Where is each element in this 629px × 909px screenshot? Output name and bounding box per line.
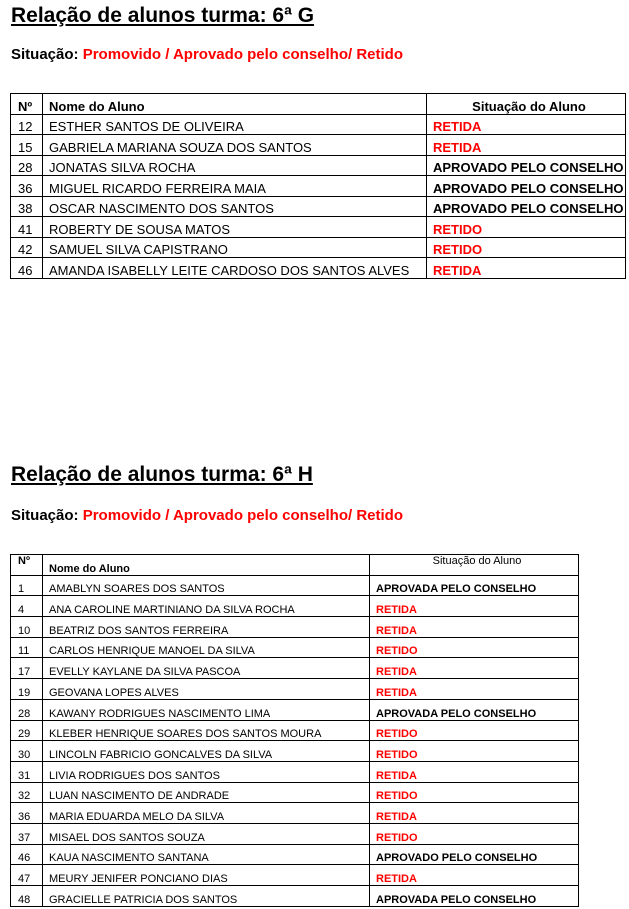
student-status: RETIDA: [427, 258, 626, 279]
student-status: RETIDO: [370, 741, 579, 762]
student-name: LIVIA RODRIGUES DOS SANTOS: [43, 761, 370, 782]
student-status: APROVADO PELO CONSELHO: [427, 155, 626, 176]
table-row: [11, 217, 626, 238]
student-number: 46: [11, 844, 43, 865]
table-row: [11, 135, 626, 156]
student-name: AMANDA ISABELLY LEITE CARDOSO DOS SANTOS ALVES: [43, 258, 427, 279]
student-status: RETIDA: [370, 865, 579, 886]
student-status: APROVADA PELO CONSELHO: [370, 699, 579, 720]
student-status: RETIDO: [370, 823, 579, 844]
table-row: [11, 237, 626, 258]
student-number: 28: [11, 699, 43, 720]
header-number: Nº: [11, 94, 43, 115]
student-name: KAWANY RODRIGUES NASCIMENTO LIMA: [43, 699, 370, 720]
table-row: [11, 155, 626, 176]
table-header-row: [11, 555, 579, 576]
student-status: RETIDA: [370, 761, 579, 782]
student-number: 19: [11, 679, 43, 700]
table-row: [11, 176, 626, 197]
student-name: LUAN NASCIMENTO DE ANDRADE: [43, 782, 370, 803]
student-name: ESTHER SANTOS DE OLIVEIRA: [43, 114, 427, 135]
student-name: ANA CAROLINE MARTINIANO DA SILVA ROCHA: [43, 596, 370, 617]
student-name: KAUA NASCIMENTO SANTANA: [43, 844, 370, 865]
student-number: 38: [11, 196, 43, 217]
table-row: [11, 575, 579, 596]
student-status: RETIDO: [427, 217, 626, 238]
header-number: Nº: [11, 555, 43, 576]
student-number: 36: [11, 176, 43, 197]
table-row: [11, 803, 579, 824]
student-number: 46: [11, 258, 43, 279]
student-number: 32: [11, 782, 43, 803]
student-name: LINCOLN FABRICIO GONCALVES DA SILVA: [43, 741, 370, 762]
legend-options: Promovido / Aprovado pelo conselho/ Retido: [82, 507, 403, 524]
student-status: RETIDO: [427, 237, 626, 258]
table-row: [11, 720, 579, 741]
students-table: [10, 93, 626, 279]
section-title: Relação de alunos turma: 6ª G: [11, 4, 315, 27]
student-status: RETIDA: [427, 114, 626, 135]
student-status: RETIDA: [370, 803, 579, 824]
student-number: 17: [11, 658, 43, 679]
student-number: 15: [11, 135, 43, 156]
student-name: SAMUEL SILVA CAPISTRANO: [43, 237, 427, 258]
student-name: AMABLYN SOARES DOS SANTOS: [43, 575, 370, 596]
table-row: [11, 617, 579, 638]
student-number: 47: [11, 865, 43, 886]
table-row: [11, 865, 579, 886]
header-name: Nome do Aluno: [43, 555, 370, 576]
student-number: 37: [11, 823, 43, 844]
student-name: GRACIELLE PATRICIA DOS SANTOS: [43, 886, 370, 907]
student-name: GEOVANA LOPES ALVES: [43, 679, 370, 700]
student-number: 28: [11, 155, 43, 176]
table-row: [11, 844, 579, 865]
student-name: MEURY JENIFER PONCIANO DIAS: [43, 865, 370, 886]
student-status: RETIDO: [370, 720, 579, 741]
header-status: Situação do Aluno: [427, 94, 626, 115]
student-number: 48: [11, 886, 43, 907]
student-name: MARIA EDUARDA MELO DA SILVA: [43, 803, 370, 824]
students-table: [10, 554, 579, 907]
table-row: [11, 114, 626, 135]
student-number: 1: [11, 575, 43, 596]
student-name: JONATAS SILVA ROCHA: [43, 155, 427, 176]
student-status: RETIDA: [370, 658, 579, 679]
table-row: [11, 823, 579, 844]
student-name: OSCAR NASCIMENTO DOS SANTOS: [43, 196, 427, 217]
status-legend: [11, 46, 403, 63]
table-row: [11, 761, 579, 782]
student-name: BEATRIZ DOS SANTOS FERREIRA: [43, 617, 370, 638]
status-legend: [11, 507, 403, 524]
student-status: APROVADA PELO CONSELHO: [370, 575, 579, 596]
table-row: [11, 699, 579, 720]
student-number: 30: [11, 741, 43, 762]
student-number: 42: [11, 237, 43, 258]
student-number: 11: [11, 637, 43, 658]
student-number: 29: [11, 720, 43, 741]
table-row: [11, 741, 579, 762]
student-status: RETIDA: [370, 596, 579, 617]
student-number: 4: [11, 596, 43, 617]
student-status: RETIDA: [427, 135, 626, 156]
header-status: Situação do Aluno: [370, 555, 579, 576]
student-status: RETIDO: [370, 782, 579, 803]
table-row: [11, 596, 579, 617]
student-number: 36: [11, 803, 43, 824]
legend-options: Promovido / Aprovado pelo conselho/ Retido: [82, 46, 403, 63]
student-number: 10: [11, 617, 43, 638]
student-status: RETIDA: [370, 617, 579, 638]
student-number: 12: [11, 114, 43, 135]
table-row: [11, 886, 579, 907]
student-number: 41: [11, 217, 43, 238]
table-row: [11, 782, 579, 803]
table-row: [11, 258, 626, 279]
table-row: [11, 196, 626, 217]
student-status: RETIDA: [370, 679, 579, 700]
student-name: CARLOS HENRIQUE MANOEL DA SILVA: [43, 637, 370, 658]
student-name: ROBERTY DE SOUSA MATOS: [43, 217, 427, 238]
student-name: MIGUEL RICARDO FERREIRA MAIA: [43, 176, 427, 197]
section-title: Relação de alunos turma: 6ª H: [11, 463, 313, 486]
student-name: EVELLY KAYLANE DA SILVA PASCOA: [43, 658, 370, 679]
header-name: Nome do Aluno: [43, 94, 427, 115]
student-status: RETIDO: [370, 637, 579, 658]
table-row: [11, 679, 579, 700]
table-header-row: [11, 94, 626, 115]
student-name: GABRIELA MARIANA SOUZA DOS SANTOS: [43, 135, 427, 156]
legend-label: Situação:: [11, 507, 83, 524]
student-status: APROVADA PELO CONSELHO: [370, 886, 579, 907]
legend-label: Situação:: [11, 46, 83, 63]
student-status: APROVADO PELO CONSELHO: [427, 176, 626, 197]
student-name: MISAEL DOS SANTOS SOUZA: [43, 823, 370, 844]
student-status: APROVADO PELO CONSELHO: [370, 844, 579, 865]
table-row: [11, 658, 579, 679]
student-status: APROVADO PELO CONSELHO: [427, 196, 626, 217]
student-name: KLEBER HENRIQUE SOARES DOS SANTOS MOURA: [43, 720, 370, 741]
student-number: 31: [11, 761, 43, 782]
table-row: [11, 637, 579, 658]
